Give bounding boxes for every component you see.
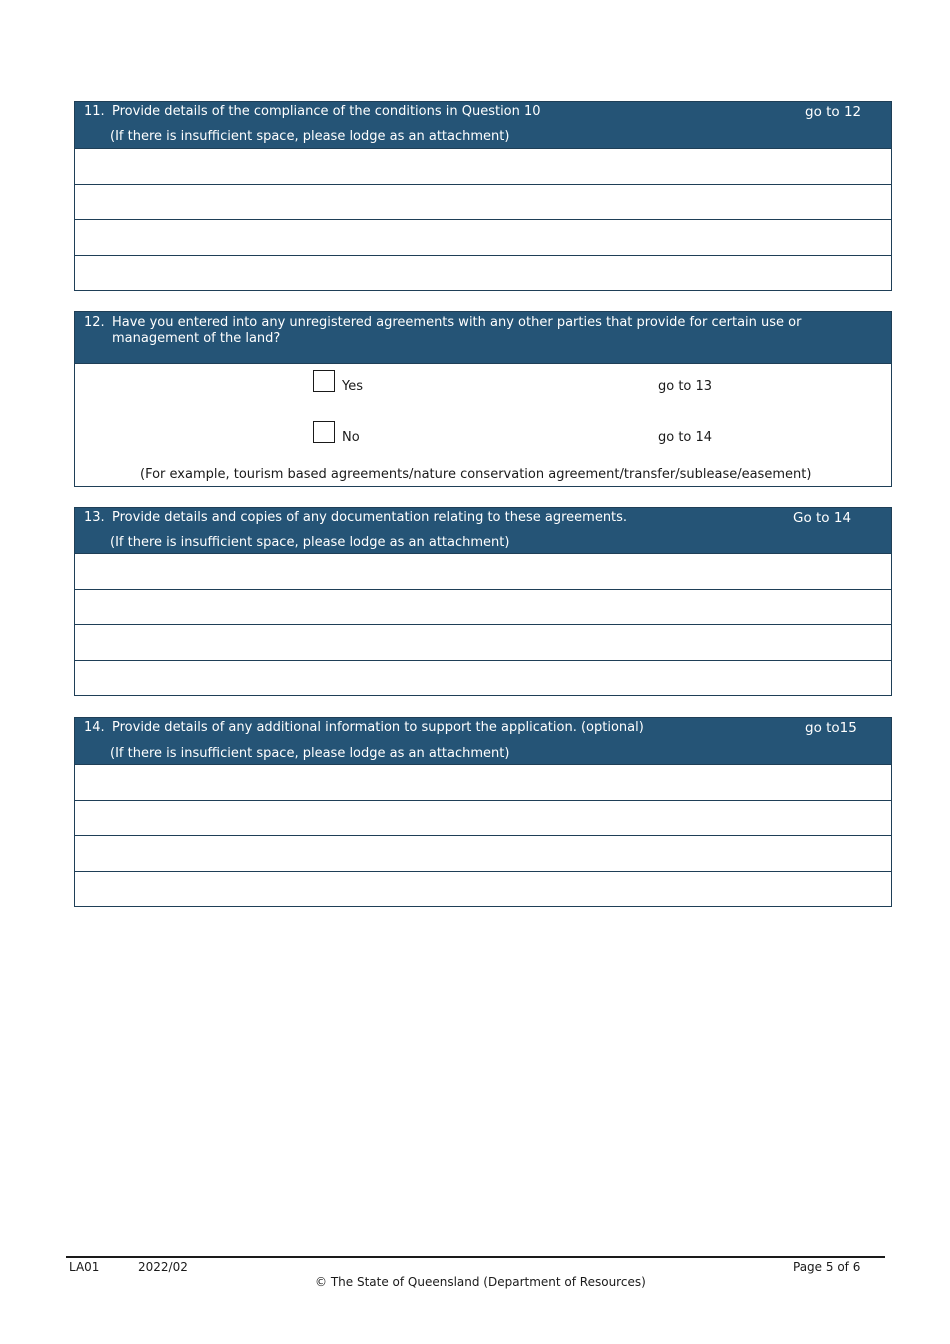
answer-line[interactable] [75,255,891,290]
copyright-text: © The State of Queensland (Department of Resources) [315,1275,646,1289]
no-label: No [342,430,360,445]
answer-line[interactable] [75,871,891,906]
goto-label: Go to 14 [793,510,852,526]
question-subtext: (If there is insufficient space, please lodge as an attachment) [110,746,510,761]
no-goto-label: go to 14 [658,430,713,445]
yes-checkbox[interactable] [313,370,335,392]
question-14-header [75,718,891,764]
question-subtext: (If there is insufficient space, please lodge as an attachment) [110,129,510,144]
question-number: 11. [84,104,105,119]
question-11-section [74,101,892,291]
question-12-header [75,312,891,363]
example-note: (For example, tourism based agreements/nature conservation agreement/transfer/sublease/easement) [140,467,812,482]
question-subtext: (If there is insufficient space, please lodge as an attachment) [110,535,510,550]
yes-goto-label: go to 13 [658,379,713,394]
answer-line[interactable] [75,589,891,625]
answer-line[interactable] [75,624,891,660]
page-number: Page 5 of 6 [793,1260,861,1274]
question-text: Have you entered into any unregistered agreements with any other parties that provide for certain use or management of the land? [112,315,802,346]
no-checkbox[interactable] [313,421,335,443]
answer-line[interactable] [75,800,891,836]
question-11-header [75,102,891,148]
question-14-section [74,717,892,907]
goto-label: go to15 [805,720,857,736]
answer-line[interactable] [75,660,891,695]
question-12-options [75,363,891,486]
form-code: LA01 [69,1260,100,1274]
question-12-section [74,311,892,487]
answer-line[interactable] [75,184,891,220]
question-number: 13. [84,510,105,525]
yes-label: Yes [342,379,363,394]
question-number: 12. [84,315,105,330]
footer-divider [66,1256,885,1258]
answer-line[interactable] [75,835,891,871]
question-text: Provide details of the compliance of the conditions in Question 10 [112,104,541,119]
answer-line[interactable] [75,553,891,589]
answer-line[interactable] [75,148,891,184]
question-number: 14. [84,720,105,735]
answer-line[interactable] [75,219,891,255]
question-13-header [75,508,891,553]
question-text: Provide details and copies of any documentation relating to these agreements. [112,510,628,525]
answer-line[interactable] [75,764,891,800]
goto-label: go to 12 [805,104,862,120]
question-13-section [74,507,892,696]
form-version: 2022/02 [138,1260,188,1274]
question-text: Provide details of any additional information to support the application. (optional) [112,720,644,735]
